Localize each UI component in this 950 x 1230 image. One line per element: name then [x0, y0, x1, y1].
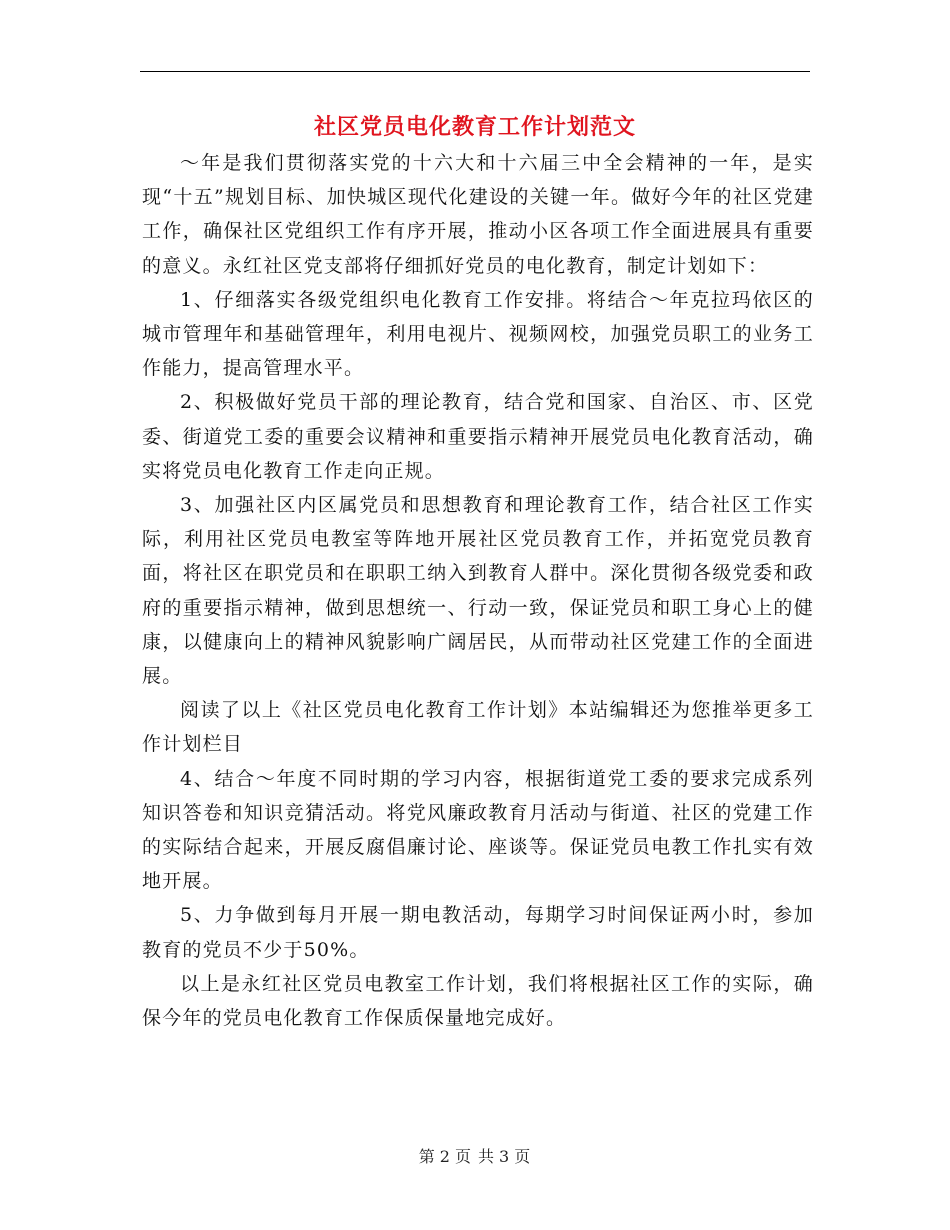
recommendation-note: 阅读了以上《社区党员电化教育工作计划》本站编辑还为您推举更多工作计划栏目 — [142, 699, 814, 756]
footer-current-page: 2 — [439, 1147, 451, 1166]
intro-paragraph: ～年是我们贯彻落实党的十六大和十六届三中全会精神的一年，是实现“十五”规划目标、加快城区现代化建设的关键一年。做好今年的社区党建工作，确保社区党组织工作有序开展，推动小区各项工作全面进展具有重要的意义。永红社区党支部将仔细抓好党员的电化教育，制定计划如下： — [142, 152, 814, 277]
footer-middle: 页 共 — [454, 1147, 496, 1166]
document-body — [142, 146, 814, 1035]
plan-item-4: 4、结合～年度不同时期的学习内容，根据街道党工委的要求完成系列知识答卷和知识竞猜活动。将党风廉政教育月活动与街道、社区的党建工作的实际结合起来，开展反腐倡廉讨论、座谈等。保证党员电教工作扎实有效地开展。 — [142, 767, 814, 893]
plan-item-1: 1、仔细落实各级党组织电化教育工作安排。将结合～年克拉玛依区的城市管理年和基础管理年，利用电视片、视频网校，加强党员职工的业务工作能力，提高管理水平。 — [142, 288, 814, 380]
document-title: 社区党员电化教育工作计划范文 — [313, 114, 636, 140]
closing-paragraph: 以上是永红社区党员电教室工作计划，我们将根据社区工作的实际，确保今年的党员电化教育工作保质保量地完成好。 — [142, 972, 814, 1030]
page-footer — [0, 1146, 950, 1168]
header-rule — [140, 71, 810, 72]
footer-suffix: 页 — [514, 1147, 532, 1166]
footer-prefix: 第 — [418, 1147, 436, 1166]
plan-item-5: 5、力争做到每月开展一期电教活动，每期学习时间保证两小时，参加教育的党员不少于50%。 — [142, 904, 814, 961]
plan-item-3: 3、加强社区内区属党员和思想教育和理论教育工作，结合社区工作实际，利用社区党员电教室等阵地开展社区党员教育工作，并拓宽党员教育面，将社区在职党员和在职职工纳入到教育人群中。深化贯彻各级党委和政府的重要指示精神，做到思想统一、行动一致，保证党员和职工身心上的健康，以健康向上的精神风貌影响广阔居民，从而带动社区党建工作的全面进展。 — [142, 494, 814, 688]
footer-total-pages: 3 — [499, 1147, 511, 1166]
plan-item-2: 2、积极做好党员干部的理论教育，结合党和国家、自治区、市、区党委、街道党工委的重要会议精神和重要指示精神开展党员电化教育活动，确实将党员电化教育工作走向正规。 — [142, 391, 814, 482]
